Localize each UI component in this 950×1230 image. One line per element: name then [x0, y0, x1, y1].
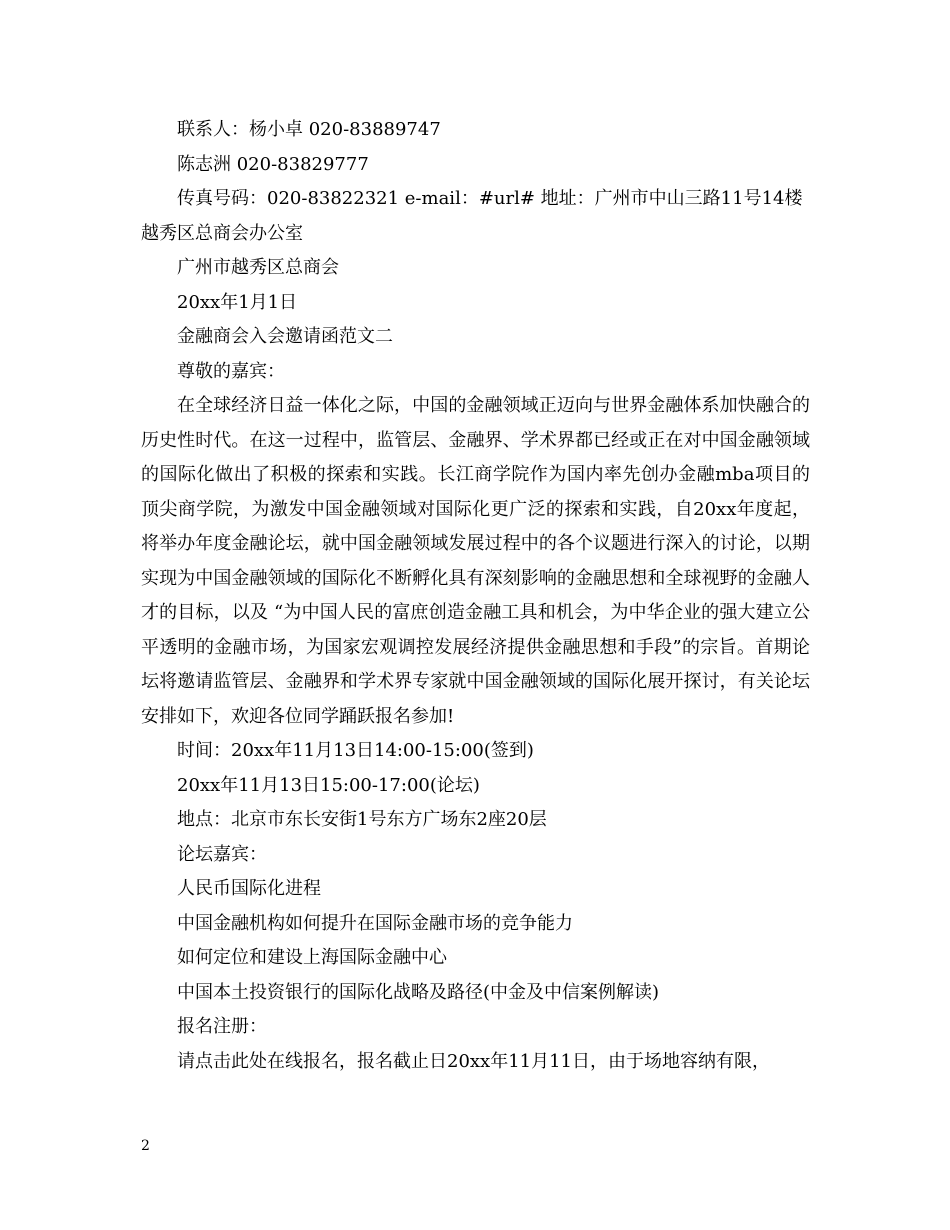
text-line-contact-2: 陈志洲 020-83829777 [177, 153, 369, 175]
text-line-registration: 请点击此处在线报名，报名截止日20xx年11月11日，由于场地容纳有限， [177, 1050, 771, 1072]
text-line-guests-heading: 论坛嘉宾： [177, 843, 267, 865]
document-body [141, 113, 810, 1079]
text-line-office: 越秀区总商会办公室 [141, 222, 303, 244]
text-line-topic-4: 中国本土投资银行的国际化战略及路径(中金及中信案例解读) [177, 981, 660, 1003]
text-line-topic-3: 如何定位和建设上海国际金融中心 [177, 947, 447, 968]
text-line-contact: 联系人：杨小卓 020-83889747 [177, 119, 441, 140]
page-number: 2 [141, 1138, 150, 1154]
text-line-date: 20xx年1月1日 [177, 291, 298, 313]
text-line-salutation: 尊敬的嘉宾： [177, 360, 285, 382]
text-line-location: 地点：北京市东长安街1号东方广场东2座20层 [177, 809, 547, 830]
text-line-topic-2: 中国金融机构如何提升在国际金融市场的竞争能力 [177, 912, 573, 934]
text-line-time: 时间：20xx年11月13日14:00-15:00(签到) [177, 740, 534, 761]
text-line-heading: 金融商会入会邀请函范文二 [177, 326, 393, 347]
main-paragraph: 在全球经济日益一体化之际，中国的金融领域正迈向与世界金融体系加快融合的历史性时代。在这一过程中，监管层、金融界、学术界都已经或正在对中国金融领域的国际化做出了积极的探索和实践。长江商学院作为国内率先创办金融mba项目的顶尖商学院，为激发中国金融领域对国际化更广泛的探索和实践，自20xx年度起，将举办年度金融论坛，就中国金融领域发展过程中的各个议题进行深入的讨论，以期实现为中国金融领域的国际化不断孵化具有深刻影响的金融思想和全球视野的金融人才的目标，以及 “为中国人民的富庶创造金融工具和机会，为中华企业的强大建立公平透明的金融市场，为国家宏观调控发展经济提供金融思想和手段”的宗旨。首期论坛将邀请监管层、金融界和学术界专家就中国金融领域的国际化展开探讨，有关论坛安排如下，欢迎各位同学踊跃报名参加! [141, 395, 810, 727]
text-line-time-2: 20xx年11月13日15:00-17:00(论坛) [177, 774, 480, 796]
text-line-fax-address: 传真号码：020-83822321 e-mail：#url# 地址：广州市中山三路11号14楼 [177, 188, 803, 209]
text-line-organization: 广州市越秀区总商会 [177, 257, 339, 278]
text-line-registration-heading: 报名注册： [177, 1016, 267, 1037]
text-line-topic-1: 人民币国际化进程 [177, 878, 321, 899]
